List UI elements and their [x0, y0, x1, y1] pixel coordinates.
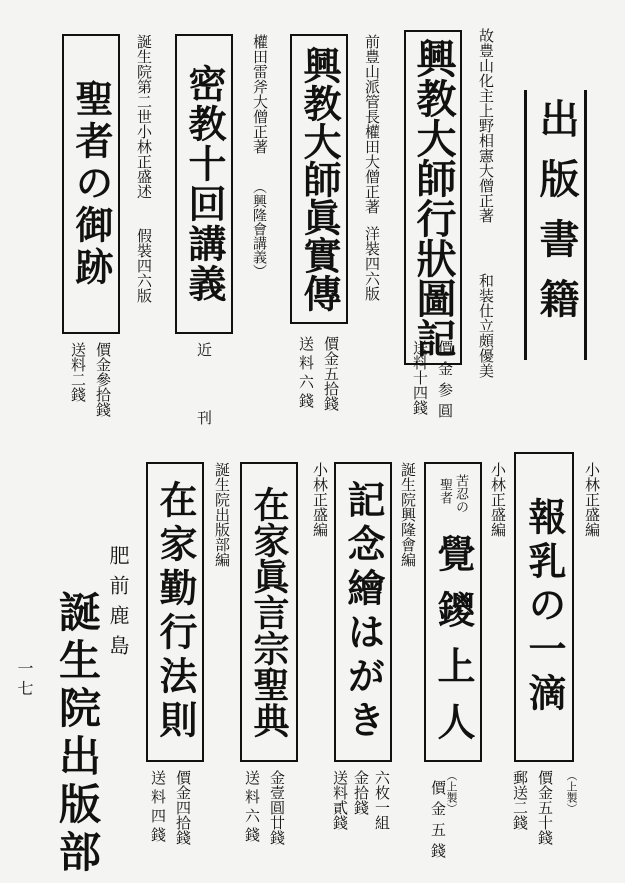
book3-title: 密教十回講義 — [182, 64, 227, 304]
book3-status-soon: 刊 — [195, 410, 213, 425]
bookA-title-box — [514, 452, 574, 762]
publisher-name: 誕生院出版部 — [53, 590, 102, 878]
book2-title: 興教大師眞實傳 — [297, 46, 342, 312]
book1-title-box — [404, 30, 462, 365]
page-number: 一七 — [15, 660, 34, 700]
bookB-title-prefix-right: 苦忍の — [453, 474, 468, 513]
bookB-price: 價金五錢 — [429, 780, 447, 864]
header-title: 出版書籍 — [533, 98, 580, 338]
book1-author: 故豊山化主上野相憲大僧正著 — [477, 28, 495, 223]
book1-price: 價金参圓 — [436, 340, 454, 424]
bookC-editor: 誕生院興隆會編 — [399, 462, 417, 567]
bookD-editor: 小林正盛編 — [311, 462, 329, 537]
book1-title: 興教大師行狀圖記 — [410, 37, 457, 358]
book4-price: 價金參拾錢 — [94, 342, 112, 417]
bookE-title-box — [146, 462, 204, 762]
header-rule-right — [584, 90, 587, 360]
bookE-editor: 誕生院出版部編 — [213, 462, 231, 567]
book2-author: 前豊山派管長權田大僧正著 — [363, 34, 381, 214]
bookE-price: 價金四拾錢 — [174, 770, 192, 845]
bookA-price: 價金五十錢 — [536, 770, 554, 845]
bookA-note: （上製） — [565, 770, 578, 814]
book2-title-box — [290, 34, 348, 324]
bookB-title: 覺鑁上人 — [431, 534, 476, 758]
book3-title-box — [175, 34, 233, 334]
bookB-title-prefix-left: 聖者 — [437, 478, 452, 504]
bookA-editor: 小林正盛編 — [583, 462, 601, 537]
book2-price: 價金五拾錢 — [322, 336, 340, 411]
bookC-postage: 送料貳錢 — [331, 770, 349, 830]
publisher-location: 肥前鹿島 — [106, 545, 130, 665]
book1-format: 和装仕立頗優美 — [477, 273, 495, 378]
bookC-title-box — [334, 462, 392, 762]
book3-author: 權田雷斧大僧正著 — [251, 34, 269, 154]
bookB-note: （上製） — [445, 770, 458, 814]
bookA-price-block — [512, 770, 552, 845]
bookD-title-box — [240, 462, 298, 762]
book3-status-near: 近 — [195, 342, 213, 357]
bookB-title-box — [424, 462, 482, 762]
book1-price-block — [412, 340, 452, 424]
bookC-price: 六枚一組 — [373, 770, 391, 830]
book4-format: 假裝四六版 — [135, 228, 153, 303]
book4-postage: 送料二錢 — [69, 342, 87, 402]
bookA-title: 報乳の一滴 — [522, 497, 567, 717]
bookC-price2: 金拾錢 — [352, 770, 370, 815]
book2-format: 洋裝四六版 — [363, 226, 381, 301]
bookD-postage: 送料六錢 — [243, 770, 261, 846]
header-rule-left — [524, 90, 527, 360]
book2-price-block — [298, 336, 338, 412]
bookD-price: 金壹圓廿錢 — [268, 770, 286, 845]
book4-price-block — [70, 342, 110, 417]
bookC-price-block — [332, 770, 389, 830]
bookD-price-block — [244, 770, 284, 846]
book4-author: 誕生院第二世小林正盛述 — [135, 34, 153, 199]
bookE-title: 在家勤行法則 — [153, 480, 198, 744]
bookC-title: 記念繪はがき — [341, 480, 386, 744]
bookE-price-block — [150, 770, 190, 846]
bookD-title: 在家眞言宗聖典 — [248, 486, 290, 738]
book4-title: 聖者の御跡 — [69, 79, 114, 289]
bookA-postage: 郵送二錢 — [511, 770, 529, 830]
book4-title-box — [62, 34, 120, 334]
bookE-postage: 送料四錢 — [149, 770, 167, 846]
book3-format: （興隆會講義） — [251, 180, 267, 278]
book2-postage: 送料六錢 — [297, 336, 315, 412]
book1-postage: 送料十四錢 — [411, 340, 429, 415]
bookB-editor: 小林正盛編 — [489, 462, 507, 537]
